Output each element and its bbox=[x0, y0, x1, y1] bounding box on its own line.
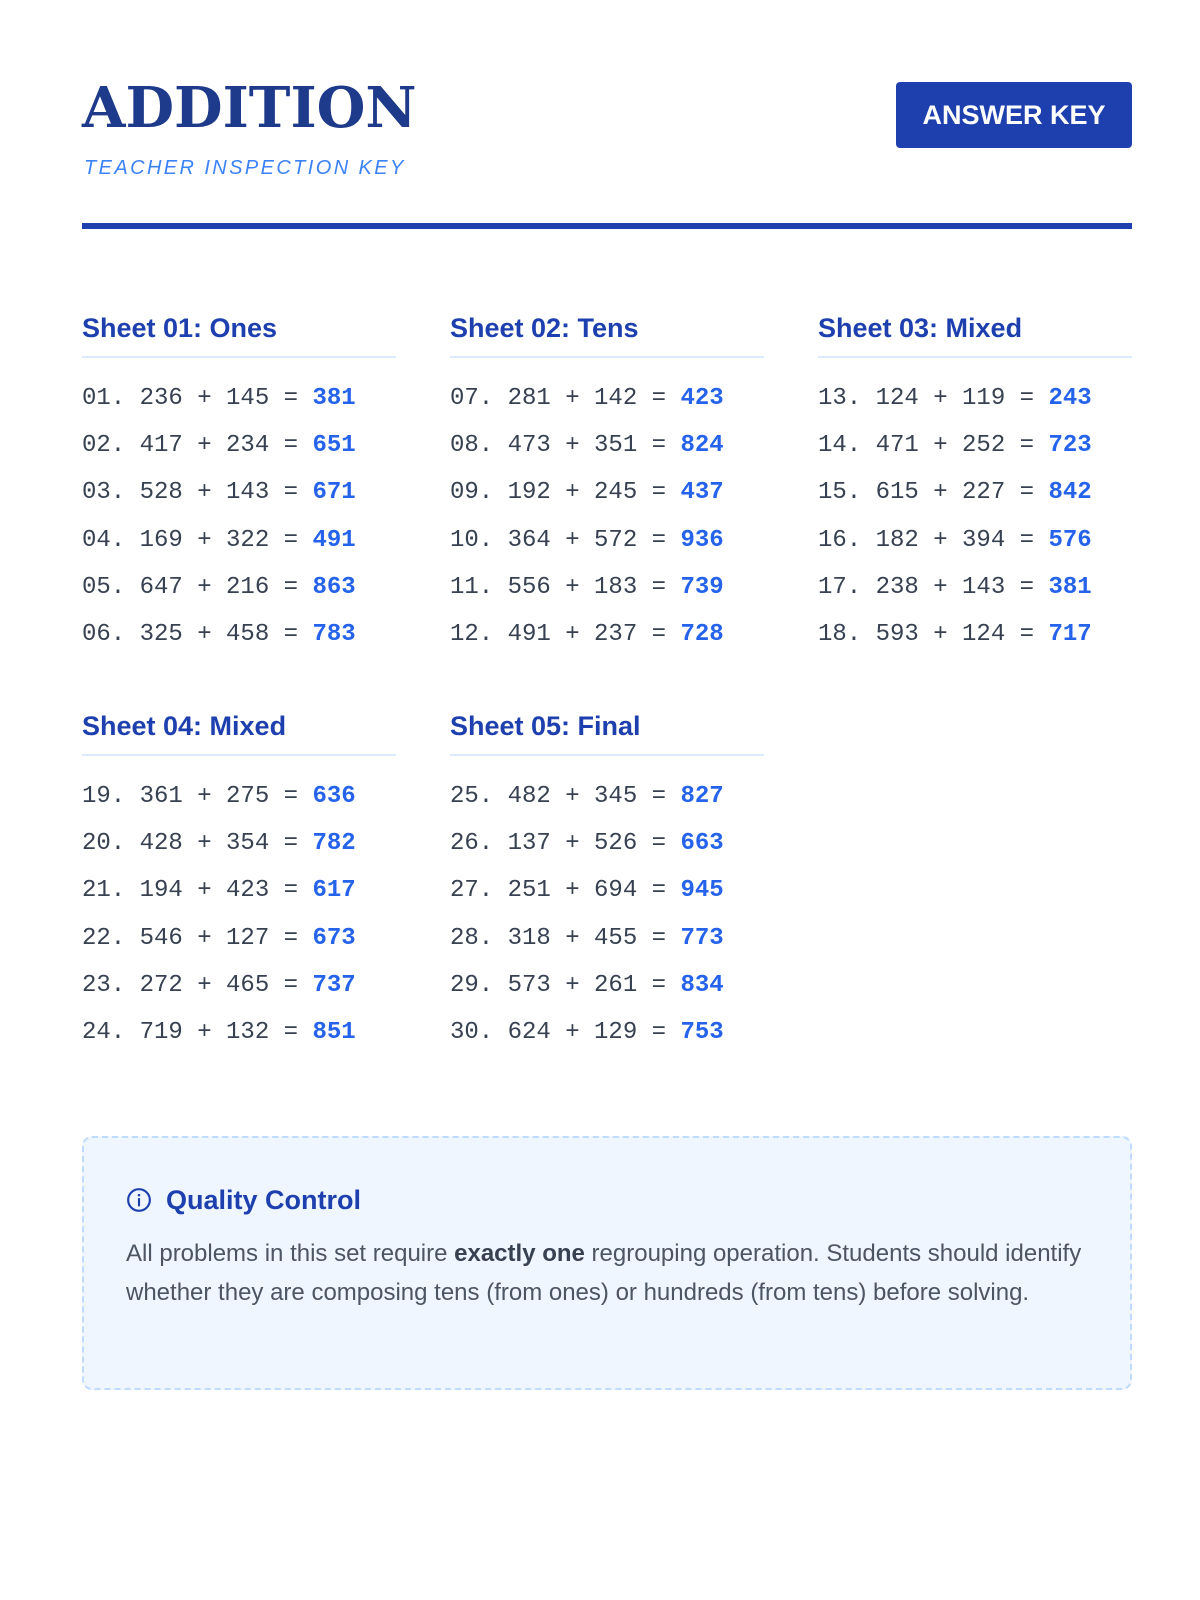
sheet-title: Sheet 01: Ones bbox=[82, 313, 278, 343]
sheet-divider bbox=[818, 356, 1132, 358]
problem-expression: 20. 428 + 354 = bbox=[82, 830, 299, 858]
sheet-title: Sheet 03: Mixed bbox=[818, 313, 1023, 343]
problem-row bbox=[450, 620, 764, 667]
problem-answer: 723 bbox=[1048, 432, 1092, 460]
problem-answer: 423 bbox=[680, 385, 724, 412]
problem-answer: 863 bbox=[312, 573, 356, 601]
problem-row bbox=[82, 876, 396, 923]
quality-control-header bbox=[126, 1182, 1088, 1218]
problem-answer: 783 bbox=[312, 620, 356, 648]
problem-row bbox=[82, 620, 396, 667]
sheet-title: Sheet 02: Tens bbox=[450, 313, 639, 343]
problem-expression: 09. 192 + 245 = bbox=[450, 479, 667, 507]
problem-answer: 773 bbox=[680, 924, 724, 952]
problem-answer: 671 bbox=[312, 479, 356, 507]
problem-row bbox=[818, 431, 1132, 478]
problem-row bbox=[450, 829, 764, 876]
problem-answer: 663 bbox=[680, 830, 724, 858]
problem-row bbox=[82, 782, 396, 829]
problem-expression: 02. 417 + 234 = bbox=[82, 432, 299, 460]
problem-row bbox=[82, 431, 396, 478]
problem-row bbox=[450, 782, 764, 829]
problem-list bbox=[450, 384, 764, 667]
problem-row bbox=[450, 971, 764, 1018]
quality-control-emphasis: exactly one bbox=[454, 1240, 585, 1267]
sheet-divider bbox=[82, 356, 396, 358]
quality-control-text-start: All problems in this set require bbox=[126, 1240, 455, 1267]
problem-expression: 18. 593 + 124 = bbox=[818, 620, 1035, 648]
quality-control-text-end: regrouping operation. Students should identify whether they are composing tens (from ones) or hundreds (from tens) before solving. bbox=[126, 1240, 1082, 1306]
info-icon bbox=[126, 1187, 152, 1213]
sheet-title: Sheet 04: Mixed bbox=[82, 711, 287, 741]
problem-row bbox=[82, 1018, 396, 1065]
problem-answer: 491 bbox=[312, 526, 356, 554]
problem-answer: 737 bbox=[312, 971, 356, 999]
sheet-title: Sheet 05: Final bbox=[450, 711, 641, 741]
problem-answer: 739 bbox=[680, 573, 724, 601]
problem-expression: 01. 236 + 145 = bbox=[82, 385, 299, 412]
problem-row bbox=[450, 1018, 764, 1065]
problem-answer: 834 bbox=[680, 971, 724, 999]
problem-row bbox=[450, 876, 764, 923]
problem-answer: 842 bbox=[1048, 479, 1092, 507]
problem-answer: 651 bbox=[312, 432, 356, 460]
problem-answer: 617 bbox=[312, 877, 356, 905]
quality-control-text bbox=[126, 1234, 1088, 1312]
problem-expression: 28. 318 + 455 = bbox=[450, 924, 667, 952]
quality-control-title: Quality Control bbox=[166, 1184, 361, 1215]
sheet-divider bbox=[450, 356, 764, 358]
sheet-03 bbox=[818, 310, 1132, 667]
problem-row bbox=[818, 526, 1132, 573]
problem-row bbox=[82, 971, 396, 1018]
sheet-04 bbox=[82, 708, 396, 1065]
problem-answer: 824 bbox=[680, 432, 724, 460]
problem-answer: 753 bbox=[680, 1018, 724, 1046]
problem-row bbox=[82, 478, 396, 525]
problem-expression: 27. 251 + 694 = bbox=[450, 877, 667, 905]
problem-row bbox=[450, 573, 764, 620]
problem-row bbox=[818, 573, 1132, 620]
problem-expression: 06. 325 + 458 = bbox=[82, 620, 299, 648]
sheet-02 bbox=[450, 310, 764, 667]
problem-expression: 12. 491 + 237 = bbox=[450, 620, 667, 648]
problem-expression: 08. 473 + 351 = bbox=[450, 432, 667, 460]
problem-expression: 19. 361 + 275 = bbox=[82, 783, 299, 810]
problem-expression: 29. 573 + 261 = bbox=[450, 971, 667, 999]
sheet-divider bbox=[450, 754, 764, 756]
sheet-05 bbox=[450, 708, 764, 1065]
problem-answer: 437 bbox=[680, 479, 724, 507]
problem-expression: 04. 169 + 322 = bbox=[82, 526, 299, 554]
problem-row bbox=[82, 829, 396, 876]
problem-answer: 243 bbox=[1048, 385, 1092, 412]
problem-expression: 26. 137 + 526 = bbox=[450, 830, 667, 858]
problem-expression: 23. 272 + 465 = bbox=[82, 971, 299, 999]
answer-key-button[interactable]: ANSWER KEY bbox=[896, 82, 1132, 148]
problem-list bbox=[82, 384, 396, 667]
sheet-01 bbox=[82, 310, 396, 667]
page-header bbox=[82, 75, 1132, 179]
problem-row bbox=[818, 478, 1132, 525]
problem-row bbox=[818, 384, 1132, 431]
problem-answer: 827 bbox=[680, 783, 724, 810]
problem-answer: 728 bbox=[680, 620, 724, 648]
problem-answer: 945 bbox=[680, 877, 724, 905]
problem-row bbox=[450, 924, 764, 971]
problem-row bbox=[82, 526, 396, 573]
problem-row bbox=[818, 620, 1132, 667]
problem-expression: 17. 238 + 143 = bbox=[818, 573, 1035, 601]
header-divider bbox=[82, 223, 1132, 229]
problem-expression: 24. 719 + 132 = bbox=[82, 1018, 299, 1046]
problem-expression: 22. 546 + 127 = bbox=[82, 924, 299, 952]
problem-expression: 21. 194 + 423 = bbox=[82, 877, 299, 905]
problem-expression: 05. 647 + 216 = bbox=[82, 573, 299, 601]
problem-expression: 10. 364 + 572 = bbox=[450, 526, 667, 554]
problem-answer: 851 bbox=[312, 1018, 356, 1046]
page-title: ADDITION bbox=[82, 75, 417, 141]
problem-list bbox=[818, 384, 1132, 667]
problem-answer: 936 bbox=[680, 526, 724, 554]
sheet-divider bbox=[82, 754, 396, 756]
problem-answer: 636 bbox=[312, 783, 356, 810]
problem-answer: 576 bbox=[1048, 526, 1092, 554]
problem-list bbox=[450, 782, 764, 1065]
problem-row bbox=[82, 924, 396, 971]
problem-answer: 673 bbox=[312, 924, 356, 952]
problem-expression: 25. 482 + 345 = bbox=[450, 783, 667, 810]
problem-expression: 30. 624 + 129 = bbox=[450, 1018, 667, 1046]
problem-answer: 782 bbox=[312, 830, 356, 858]
problem-answer: 381 bbox=[1048, 573, 1092, 601]
problem-expression: 07. 281 + 142 = bbox=[450, 385, 667, 412]
quality-control-panel bbox=[82, 1136, 1132, 1390]
problem-expression: 14. 471 + 252 = bbox=[818, 432, 1035, 460]
problem-row bbox=[82, 384, 396, 431]
problem-expression: 03. 528 + 143 = bbox=[82, 479, 299, 507]
problem-row bbox=[450, 431, 764, 478]
problem-expression: 11. 556 + 183 = bbox=[450, 573, 667, 601]
problem-expression: 15. 615 + 227 = bbox=[818, 479, 1035, 507]
problem-answer: 381 bbox=[312, 385, 356, 412]
problem-row bbox=[450, 478, 764, 525]
page-subtitle: TEACHER INSPECTION KEY bbox=[84, 157, 406, 179]
problem-expression: 16. 182 + 394 = bbox=[818, 526, 1035, 554]
problem-list bbox=[82, 782, 396, 1065]
problem-row bbox=[82, 573, 396, 620]
problem-answer: 717 bbox=[1048, 620, 1092, 648]
problem-row bbox=[450, 384, 764, 431]
problem-row bbox=[450, 526, 764, 573]
problem-expression: 13. 124 + 119 = bbox=[818, 385, 1035, 412]
